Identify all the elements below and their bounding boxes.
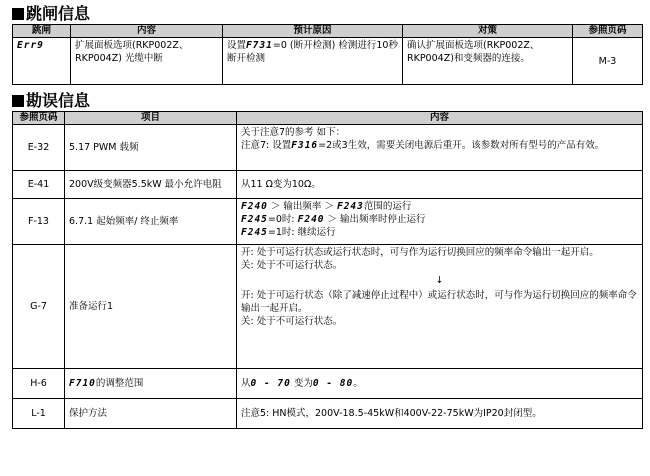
row-item: 200V级变频器5.5kW 最小允许电阻 (65, 171, 237, 199)
trip-info-heading: 跳闸信息 (12, 4, 642, 24)
table-header-row (13, 25, 643, 38)
row-page: E-32 (13, 125, 65, 171)
row-page: E-41 (13, 171, 65, 199)
header-cell: 项目 (65, 112, 237, 125)
row-item: 6.7.1 起始频率/ 终止频率 (65, 199, 237, 245)
row-page: F-13 (13, 199, 65, 245)
header-cell: 参照页码 (573, 25, 643, 38)
header-cell: 预计原因 (223, 25, 403, 38)
table-row (13, 399, 643, 429)
table-row (13, 38, 643, 85)
row-item: 5.17 PWM 载频 (65, 125, 237, 171)
table-row (13, 199, 643, 245)
row-content: 从0 - 70 变为0 - 80。 (237, 369, 643, 399)
header-cell: 对策 (403, 25, 573, 38)
errata-table (12, 111, 643, 429)
document (12, 4, 642, 429)
trip-page: M-3 (573, 38, 643, 85)
square-bullet-icon (12, 95, 24, 107)
table-header-row (13, 112, 643, 125)
row-content: F240 ＞ 输出频率 ＞ F243范围的运行 F245=0时: F240 ＞ 输出频率时停止运行 F245=1时: 继续运行 (237, 199, 643, 245)
row-content: 注意5: HN模式，200V-18.5-45kW和400V-22-75kW为IP20封闭型。 (237, 399, 643, 429)
row-page: H-6 (13, 369, 65, 399)
row-item: F710的调整范围 (65, 369, 237, 399)
table-row (13, 171, 643, 199)
header-cell: 跳闸 (13, 25, 71, 38)
row-content: 开: 处于可运行状态或运行状态时，可与作为运行切换回应的频率命令输出一起开启。 关: 处于不可运行状态。 ↓ 开: 处于可运行状态（除了减速停止过程中）或运行状态时，可与作为运行切换回应的频率命令输出一起开启。 关: 处于不可运行状态。 (237, 245, 643, 369)
row-page: G-7 (13, 245, 65, 369)
row-item: 保护方法 (65, 399, 237, 429)
row-content: 关于注意7的参考 如下： 注意7: 设置F316=2或3生效，需要关闭电源后重开。该参数对所有型号的产品有效。 (237, 125, 643, 171)
row-content: 从11 Ω变为10Ω。 (237, 171, 643, 199)
table-row (13, 125, 643, 171)
down-arrow-icon: ↓ (435, 275, 444, 286)
table-row (13, 369, 643, 399)
errata-heading: 勘误信息 (12, 91, 642, 111)
trip-cause: 设置F731=0 (断开检测) 检测进行10秒断开检测 (223, 38, 403, 85)
row-page: L-1 (13, 399, 65, 429)
square-bullet-icon (12, 8, 24, 20)
header-cell: 内容 (71, 25, 223, 38)
header-cell: 内容 (237, 112, 643, 125)
trip-content: 扩展面板选项(RKP002Z、RKP004Z) 光缆中断 (71, 38, 223, 85)
trip-info-table (12, 24, 643, 85)
trip-measure: 确认扩展面板选项(RKP002Z、RKP004Z)和变频器的连接。 (403, 38, 573, 85)
table-row (13, 245, 643, 369)
header-cell: 参照页码 (13, 112, 65, 125)
trip-code: Err9 (13, 38, 71, 85)
row-item: 准备运行1 (65, 245, 237, 369)
